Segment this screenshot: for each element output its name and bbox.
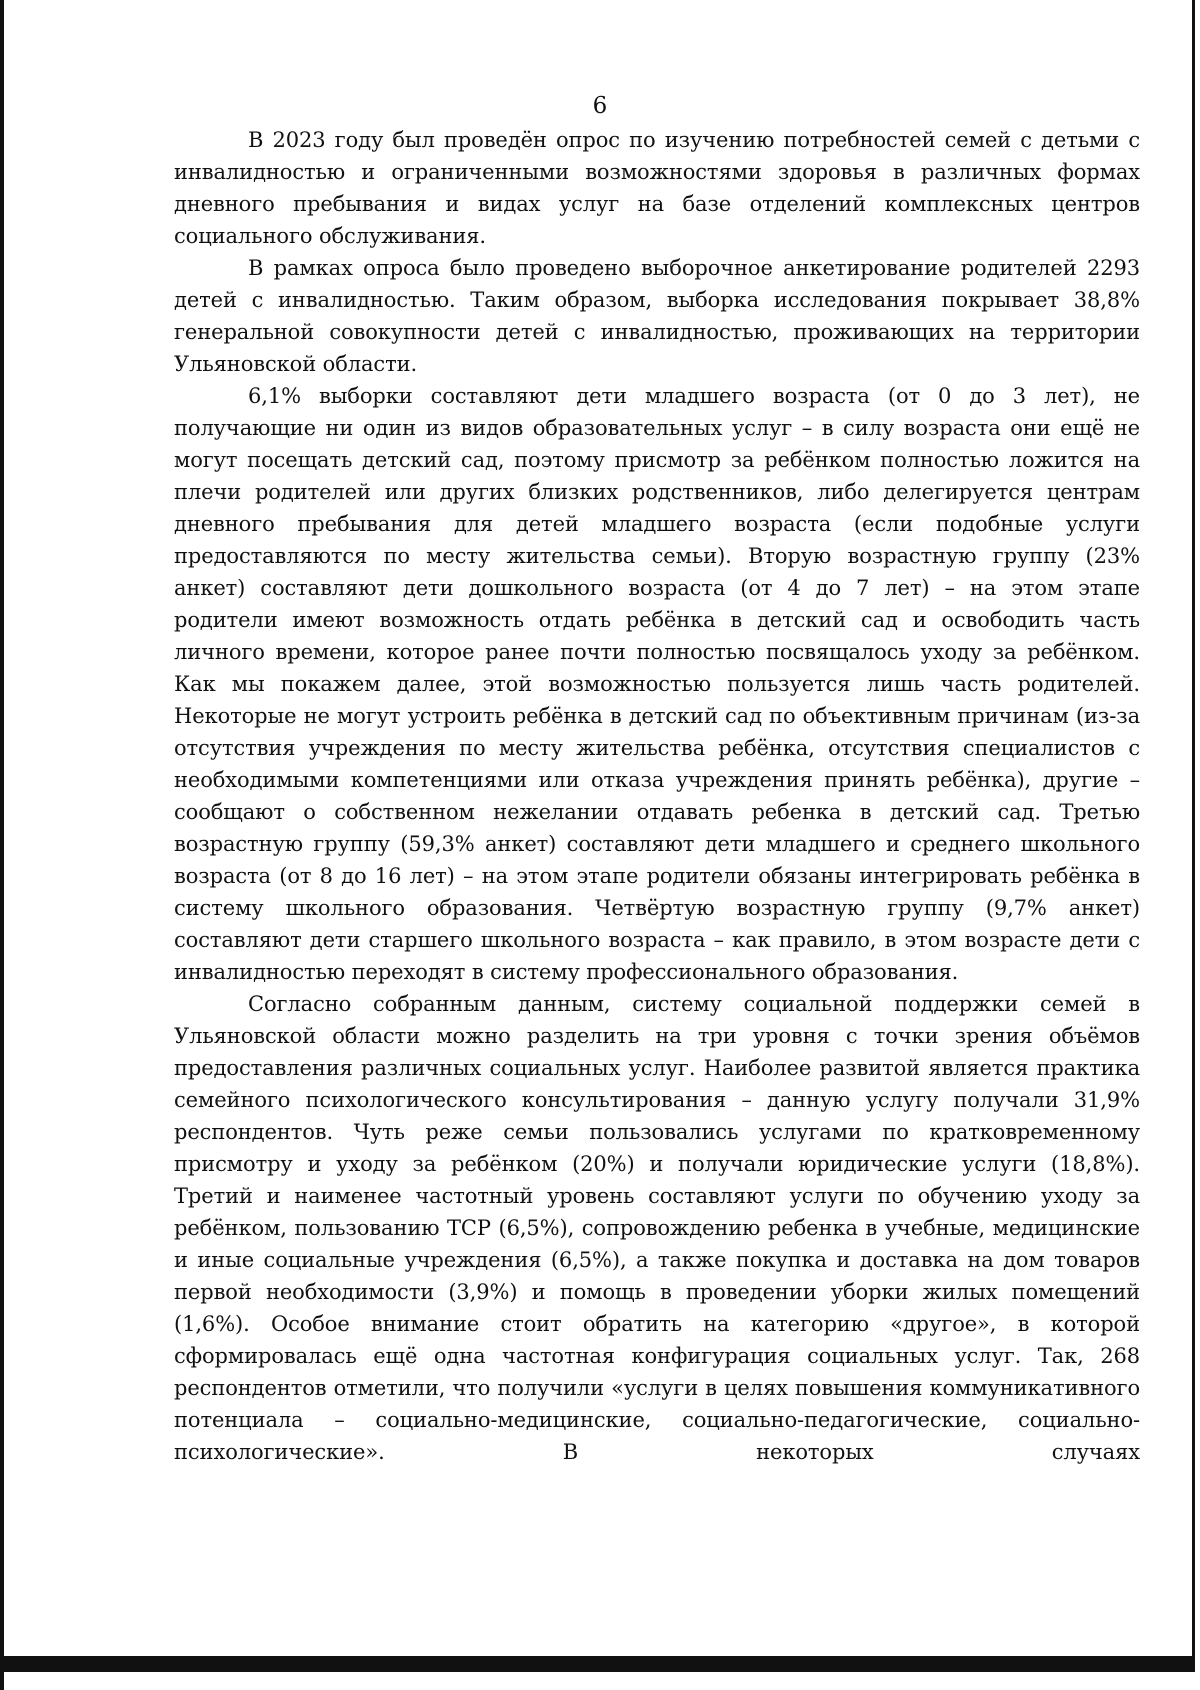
scan-border-bottom [0,1656,1195,1672]
paragraph-support-levels: Согласно собранным данным, систему социальной поддержки семей в Ульяновской области можно разделить на три уровня с точки зрения объёмов предоставления различных социальных услуг. Наиболее развитой является практика семейного психологического консультирования – данную услугу получали 31,9% респондентов. Чуть реже семьи пользовались услугами по кратковременному присмотру и уходу за ребёнком (20%) и получали юридические услуги (18,8%). Третий и наименее частотный уровень составляют услуги по обучению уходу за ребёнком, пользованию ТСР (6,5%), сопровождению ребенка в учебные, медицинские и иные социальные учреждения (6,5%), а также покупка и доставка на дом товаров первой необходимости (3,9%) и помощь в проведении уборки жилых помещений (1,6%). Особое внимание стоит обратить на категорию «другое», в которой сформировалась ещё одна частотная конфигурация социальных услуг. Так, 268 респондентов отметили, что получили «услуги в целях повышения коммуникативного потенциала – социально-медицинские, социально-педагогические, социально-психологические». В некоторых случаях [174,992,1140,1464]
scan-border-right [1192,0,1195,1660]
document-body [174,124,1140,1468]
page-number: 6 [592,93,608,119]
scan-border-left [0,0,4,1690]
paragraph-sample-coverage: В рамках опроса было проведено выборочное анкетирование родителей 2293 детей с инвалидностью. Таким образом, выборка исследования покрывает 38,8% генеральной совокупности детей с инвалидностью, проживающих на территории Ульяновской области. [174,256,1140,376]
paragraph-survey-intro: В 2023 году был проведён опрос по изучению потребностей семей с детьми с инвалидностью и ограниченными возможностями здоровья в различных формах дневного пребывания и видах услуг на базе отделений комплексных центров социального обслуживания. [174,128,1140,248]
paragraph-age-groups: 6,1% выборки составляют дети младшего возраста (от 0 до 3 лет), не получающие ни один из видов образовательных услуг – в силу возраста они ещё не могут посещать детский сад, поэтому присмотр за ребёнком полностью ложится на плечи родителей или других близких родственников, либо делегируется центрам дневного пребывания для детей младшего возраста (если подобные услуги предоставляются по месту жительства семьи). Вторую возрастную группу (23% анкет) составляют дети дошкольного возраста (от 4 до 7 лет) – на этом этапе родители имеют возможность отдать ребёнка в детский сад и освободить часть личного времени, которое ранее почти полностью посвящалось уходу за ребёнком. Как мы покажем далее, этой возможностью пользуется лишь часть родителей. Некоторые не могут устроить ребёнка в детский сад по объективным причинам (из-за отсутствия учреждения по месту жительства ребёнка, отсутствия специалистов с необходимыми компетенциями или отказа учреждения принять ребёнка), другие – сообщают о собственном нежелании отдавать ребенка в детский сад. Третью возрастную группу (59,3% анкет) составляют дети младшего и среднего школьного возраста (от 8 до 16 лет) – на этом этапе родители обязаны интегрировать ребёнка в систему школьного образования. Четвёртую возрастную группу (9,7% анкет) составляют дети старшего школьного возраста – как правило, в этом возрасте дети с инвалидностью переходят в систему профессионального образования. [174,384,1140,984]
